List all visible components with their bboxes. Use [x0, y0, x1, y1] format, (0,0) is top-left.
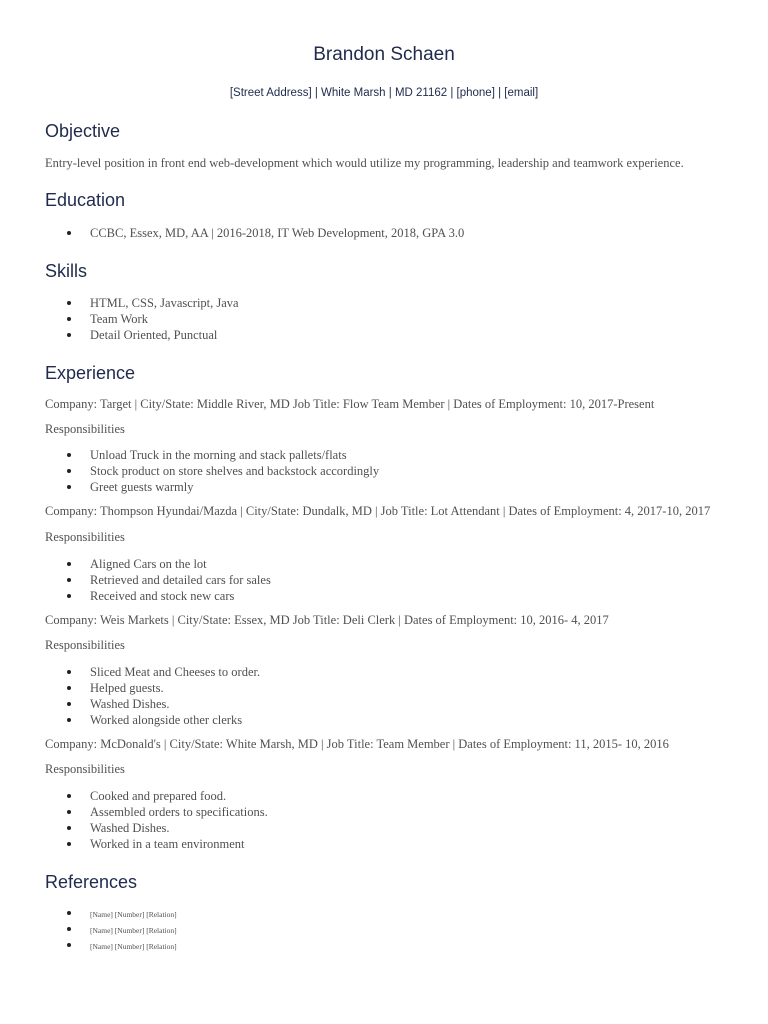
contact-line: [Street Address] | White Marsh | MD 21162 | [phone] | [email]: [229, 87, 539, 99]
skills-list: [45, 295, 239, 343]
list-item: Worked in a team environment: [45, 836, 268, 852]
list-item: Helped guests.: [45, 680, 260, 696]
list-item: [Name] [Number] [Relation]: [45, 939, 177, 955]
list-item: Received and stock new cars: [45, 588, 271, 604]
experience-heading: Experience: [45, 363, 136, 383]
list-item: Greet guests warmly: [45, 479, 379, 495]
resume-name: Brandon Schaen: [313, 44, 455, 65]
list-item: HTML, CSS, Javascript, Java: [45, 295, 239, 311]
list-item: Washed Dishes.: [45, 820, 268, 836]
job-mcdonalds-list: [45, 788, 268, 852]
job-target-list: [45, 447, 379, 495]
list-item: [Name] [Number] [Relation]: [45, 923, 177, 939]
skills-heading: Skills: [45, 261, 88, 281]
responsibilities-label: Responsibilities: [45, 530, 125, 544]
list-item: Cooked and prepared food.: [45, 788, 268, 804]
list-item: Unload Truck in the morning and stack pallets/flats: [45, 447, 379, 463]
education-heading: Education: [45, 190, 126, 210]
job-line-target: Company: Target | City/State: Middle River, MD Job Title: Flow Team Member | Dates of Employment: 10, 2017-Present: [45, 397, 655, 411]
job-thompson-list: [45, 556, 271, 604]
responsibilities-label: Responsibilities: [45, 762, 125, 776]
job-weis-list: [45, 664, 260, 728]
list-item: Aligned Cars on the lot: [45, 556, 271, 572]
education-list: [45, 225, 464, 241]
list-item: CCBC, Essex, MD, AA | 2016-2018, IT Web Development, 2018, GPA 3.0: [45, 225, 464, 241]
references-heading: References: [45, 872, 138, 892]
job-line-weis: Company: Weis Markets | City/State: Essex, MD Job Title: Deli Clerk | Dates of Employment: 10, 2016- 4, 2017: [45, 613, 609, 627]
list-item: Washed Dishes.: [45, 696, 260, 712]
list-item: Team Work: [45, 311, 239, 327]
list-item: Retrieved and detailed cars for sales: [45, 572, 271, 588]
list-item: Stock product on store shelves and backstock accordingly: [45, 463, 379, 479]
list-item: [Name] [Number] [Relation]: [45, 907, 177, 923]
list-item: Worked alongside other clerks: [45, 712, 260, 728]
objective-text: Entry-level position in front end web-development which would utilize my programming, leadership and teamwork experience.: [45, 156, 684, 170]
list-item: Detail Oriented, Punctual: [45, 327, 239, 343]
list-item: Sliced Meat and Cheeses to order.: [45, 664, 260, 680]
responsibilities-label: Responsibilities: [45, 638, 125, 652]
job-line-thompson: Company: Thompson Hyundai/Mazda | City/State: Dundalk, MD | Job Title: Lot Attendant | Dates of Employment: 4, 2017-10, 2017: [45, 504, 711, 518]
list-item: Assembled orders to specifications.: [45, 804, 268, 820]
responsibilities-label: Responsibilities: [45, 422, 125, 436]
objective-heading: Objective: [45, 121, 121, 141]
job-line-mcdonalds: Company: McDonald's | City/State: White Marsh, MD | Job Title: Team Member | Dates of Employment: 11, 2015- 10, 2016: [45, 737, 669, 751]
references-list: [45, 907, 177, 955]
